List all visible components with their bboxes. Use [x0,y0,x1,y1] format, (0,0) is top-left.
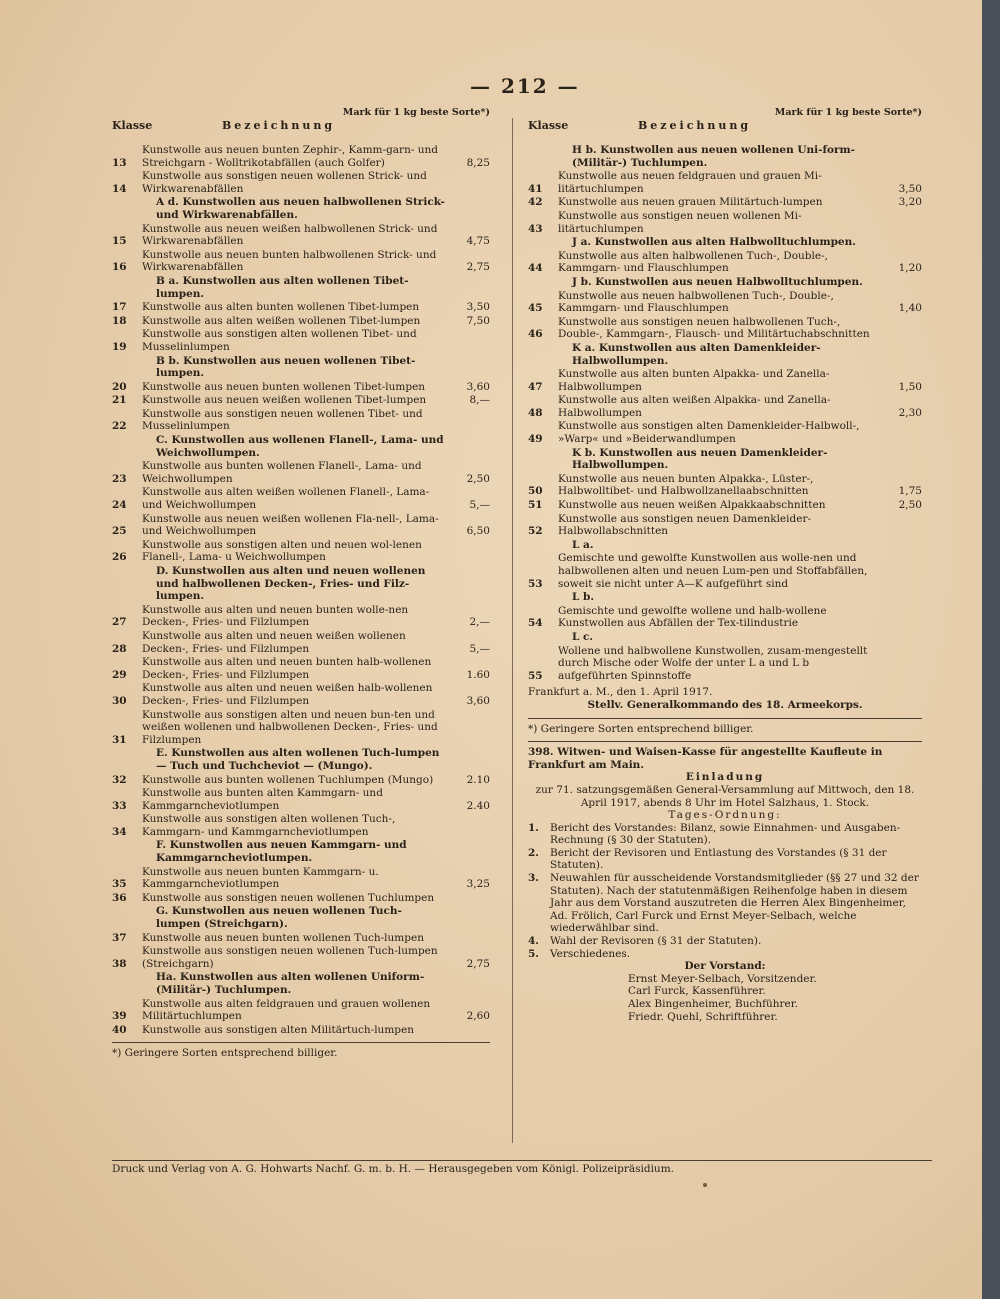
agenda-item [528,847,922,872]
class-number: 44 [528,262,543,275]
class-number: 14 [112,182,127,195]
item-description: Gemischte und gewolfte Kunstwollen aus wolle-nen und halbwollenen alten und neuen Lum-pen und Stoffabfällen, soweit sie nicht unter A—K aufgeführt sind [558,552,868,590]
price-per-kg: 3,60 [466,694,490,707]
table-row [528,394,922,419]
place-date: Frankfurt a. M., den 1. April 1917. [528,686,713,699]
footnote-rule [112,1042,490,1043]
table-row [528,420,922,445]
table-row [112,301,490,314]
bezeichnung-header: Bezeichnung [638,119,752,132]
class-section-heading: K a. Kunstwollen aus alten Damenkleider-Halbwollumpen. [572,341,821,367]
table-row [528,645,922,683]
class-number: 31 [112,733,127,746]
class-number: 40 [112,1023,127,1036]
price-per-kg: 2,30 [898,406,922,419]
item-description: Kunstwolle aus sonstigen neuen Damenkleider-Halbwollabschnitten [558,512,812,538]
item-description: Kunstwolle aus alten halbwollenen Tuch-, Double-, Kammgarn- und Flauschlumpen [558,249,828,275]
price-per-kg: 4,75 [466,235,490,248]
agenda-item-number: 4. [528,935,539,948]
agenda-item [528,822,922,847]
item-description: Kunstwolle aus alten weißen wollenen Tibet-lumpen [142,314,421,327]
price-per-kg: 2,75 [466,957,490,970]
notice-intro: zur 71. satzungsgemäßen General-Versammlung auf Mittwoch, den 18. April 1917, abends 8 Uhr im Hotel Salzhaus, 1. Stock. [535,783,915,809]
right-table-body [528,144,922,682]
class-number: 41 [528,182,543,195]
class-number: 26 [112,551,127,564]
table-row [112,813,490,838]
agenda-item [528,872,922,935]
item-description: Kunstwolle aus neuen bunten Kammgarn- u. Kammgarncheviotlumpen [142,865,379,891]
class-section-heading: A d. Kunstwollen aus neuen halbwollenen Strick- und Wirkwarenabfällen. [156,196,445,221]
class-section-heading: B a. Kunstwollen aus alten wollenen Tibet-lumpen. [156,274,409,300]
item-description: Kunstwolle aus alten und neuen bunten halb-wollenen Decken-, Fries- und Filzlumpen [142,656,432,681]
item-description: Kunstwolle aus sonstigen alten wollenen Tuch-, Kammgarn- und Kammgarncheviotlumpen [142,813,396,838]
price-per-kg: 1,20 [898,262,922,275]
table-row [528,170,922,195]
price-per-kg: 5,— [469,642,490,655]
class-number: 16 [112,261,127,274]
item-description: Kunstwolle aus sonstigen alten und neuen bun-ten und weißen wollenen und halbwollenen Decken-, Fries- und Filzlumpen [142,708,438,746]
agenda-item-text: Bericht der Revisoren und Entlastung des Vorstandes (§ 31 der Statuten). [550,846,887,872]
class-number: 35 [112,878,127,891]
class-section-heading: B b. Kunstwollen aus neuen wollenen Tibet-lumpen. [156,354,416,380]
ink-dot [703,1183,707,1187]
class-section-heading: L c. [572,630,594,643]
table-row [528,473,922,498]
table-row [112,1024,490,1037]
table-row [112,223,490,248]
table-row [528,368,922,393]
table-row [112,709,490,747]
class-number: 15 [112,235,127,248]
table-row [112,249,490,274]
agenda-item-text: Neuwahlen für ausscheidende Vorstandsmitglieder (§§ 27 und 32 der Statuten). Nach der statutenmäßigen Reihenfolge haben in diesem Jahr aus dem Vorstand auszutreten die Herren Alex Bingenheimer, Ad. Frölich, Carl Furck und Ernst Meyer-Selbach, welche wiederwählbar sind. [550,872,919,935]
item-description: Kunstwolle aus alten und neuen weißen halb-wollenen Decken-, Fries- und Filzlumpen [142,682,433,707]
table-row [112,945,490,970]
table-row [112,932,490,945]
table-row [112,787,490,812]
price-per-kg: 1,40 [898,302,922,315]
class-section-heading: Ha. Kunstwollen aus alten wollenen Uniform- (Militär-) Tuchlumpen. [156,971,425,996]
class-section-heading: H b. Kunstwollen aus neuen wollenen Uni-form- (Militär-) Tuchlumpen. [572,144,856,169]
left-footnote: *) Geringere Sorten entsprechend billiger. [112,1047,338,1060]
item-description: Kunstwolle aus alten und neuen bunten wolle-nen Decken-, Fries- und Filzlumpen [142,603,409,629]
item-description: Wollene und halbwollene Kunstwollen, zusam-mengestellt durch Mische oder Wolfe der unter L a und L b aufgeführten Spinnstoffe [558,644,868,682]
item-description: Kunstwolle aus neuen bunten Zephir-, Kamm-garn- und Streichgarn - Wolltrikotabfällen (auch Golfer) [142,144,438,169]
price-per-kg: 2,50 [898,499,922,512]
item-description: Kunstwolle aus sonstigen alten Damenkleider-Halbwoll-, »Warp« und »Beiderwandlumpen [558,420,860,446]
table-row [112,998,490,1023]
class-section-heading: L a. [572,538,594,551]
item-description: Kunstwolle aus alten feldgrauen und grauen wollenen Militärtuchlumpen [142,997,431,1023]
class-section-heading: J a. Kunstwollen aus alten Halbwolltuchlumpen. [572,236,856,249]
klasse-header: Klasse [528,119,569,132]
class-section-heading: C. Kunstwollen aus wollenen Flanell-, Lama- und Weichwollumpen. [156,434,444,459]
right-footnote: *) Geringere Sorten entsprechend billiger. [528,722,754,735]
class-number: 36 [112,891,127,904]
class-number: 13 [112,156,127,169]
signer-list [628,973,922,1023]
class-section-heading: D. Kunstwollen aus alten und neuen wollenen und halbwollenen Decken-, Fries- und Filz-lumpen. [156,565,426,603]
class-number: 28 [112,642,127,655]
table-row [528,605,922,630]
class-number: 38 [112,957,127,970]
item-description: Gemischte und gewolfte wollene und halb-wollene Kunstwollen aus Abfällen der Tex-tilindustrie [558,604,827,630]
price-per-kg: 3,50 [466,301,490,314]
class-number: 17 [112,301,127,314]
price-per-kg: 3,60 [466,380,490,393]
class-number: 50 [528,485,543,498]
item-description: Kunstwolle aus sonstigen neuen wollenen Tuchlumpen [142,891,435,904]
price-per-kg: 8,— [469,394,490,407]
item-description: Kunstwolle aus sonstigen alten und neuen wol-lenen Flanell-, Lama- u Weichwollumpen [142,538,422,564]
price-per-kg: 1,75 [898,485,922,498]
table-row [112,513,490,538]
class-number: 32 [112,773,127,786]
footnote-rule [528,718,922,719]
class-number: 49 [528,433,543,446]
item-description: Kunstwolle aus neuen bunten wollenen Tibet-lumpen [142,380,426,393]
price-per-kg: 2,50 [466,472,490,485]
item-description: Kunstwolle aus neuen grauen Militärtuch-lumpen [558,196,823,209]
agenda-item [528,935,922,948]
class-number: 54 [528,617,543,630]
item-description: Kunstwolle aus neuen bunten wollenen Tuch-lumpen [142,931,424,944]
item-description: Kunstwolle aus neuen weißen wollenen Fla-nell-, Lama- und Weichwollumpen [142,512,439,538]
item-description: Kunstwolle aus alten bunten wollenen Tibet-lumpen [142,301,420,314]
table-row [112,774,490,787]
notice-title: Witwen- und Waisen-Kasse für angestellte Kaufleute in Frankfurt am Main. [528,746,883,771]
item-description: Kunstwolle aus alten und neuen weißen wollenen Decken-, Fries- und Filzlumpen [142,629,406,655]
class-number: 33 [112,799,127,812]
class-number: 20 [112,380,127,393]
notice-number: 398. [528,746,554,759]
item-description: Kunstwolle aus neuen bunten halbwollenen Strick- und Wirkwarenabfällen [142,248,437,274]
price-per-kg: 6,50 [466,525,490,538]
table-row [112,170,490,195]
table-row [528,499,922,512]
table-row [112,656,490,681]
notice-block [528,746,922,1023]
left-table-body [112,144,490,1036]
price-per-kg: 2,75 [466,261,490,274]
table-row [112,460,490,485]
class-number: 46 [528,328,543,341]
class-number: 19 [112,340,127,353]
book-spine [982,0,1000,1299]
class-number: 22 [112,420,127,433]
item-description: Kunstwolle aus neuen halbwollenen Tuch-, Double-, Kammgarn- und Flauschlumpen [558,289,834,315]
table-row [528,290,922,315]
item-description: Kunstwolle aus sonstigen neuen halbwollenen Tuch-, Double-, Kammgarn-, Flausch- und Militärtuchabschnitten [558,315,870,341]
agenda-item-text: Bericht des Vorstandes: Bilanz, sowie Einnahmen- und Ausgaben-Rechnung (§ 30 der Statuten). [550,821,901,847]
class-number: 27 [112,616,127,629]
mark-header: Mark für 1 kg beste Sorte*) [774,107,922,118]
item-description: Kunstwolle aus sonstigen neuen wollenen Mi-litärtuchlumpen [558,209,802,235]
table-row [112,682,490,707]
notice-rule [528,741,922,742]
price-per-kg: 2.10 [466,773,490,786]
agenda-item-text: Wahl der Revisoren (§ 31 der Statuten). [550,935,762,948]
agenda-item-number: 5. [528,947,539,960]
item-description: Kunstwolle aus alten weißen Alpakka- und Zanella-Halbwollumpen [558,394,831,419]
table-row [528,196,922,209]
item-description: Kunstwolle aus neuen feldgrauen und grauen Mi-litärtuchlumpen [558,170,822,195]
board-heading: Der Vorstand: [684,960,766,973]
agenda-title: Tages-Ordnung: [668,809,782,822]
class-number: 47 [528,380,543,393]
price-per-kg: 5,— [469,499,490,512]
item-description: Kunstwolle aus bunten wollenen Tuchlumpen (Mungo) [142,773,434,786]
mark-header: Mark für 1 kg beste Sorte*) [342,107,490,118]
class-section-heading: G. Kunstwollen aus neuen wollenen Tuch-lumpen (Streichgarn). [156,905,402,931]
item-description: Kunstwolle aus sonstigen neuen wollenen Tibet- und Musselinlumpen [142,407,423,433]
price-per-kg: 2,— [469,616,490,629]
agenda-list [528,822,922,961]
price-per-kg: 3,25 [466,878,490,891]
class-number: 45 [528,302,543,315]
right-table-header [528,107,922,144]
table-row [112,866,490,891]
class-number: 24 [112,499,127,512]
right-column [528,107,922,1023]
class-number: 52 [528,525,543,538]
signer: Ernst Meyer-Selbach, Vorsitzender. [628,972,817,985]
class-number: 42 [528,196,543,209]
table-row [112,408,490,433]
item-description: Kunstwolle aus bunten wollenen Flanell-, Lama- und Weichwollumpen [142,460,422,485]
price-per-kg: 3,50 [898,182,922,195]
item-description: Kunstwolle aus sonstigen neuen wollenen Strick- und Wirkwarenabfällen [142,170,427,195]
class-number: 23 [112,472,127,485]
price-per-kg: 2,60 [466,1010,490,1023]
class-number: 48 [528,406,543,419]
page-number: — 212 — [470,74,580,98]
table-row [112,144,490,169]
item-description: Kunstwolle aus neuen weißen halbwollenen Strick- und Wirkwarenabfällen [142,222,438,248]
column-divider [512,118,513,1143]
table-row [112,394,490,407]
agenda-item-number: 1. [528,821,539,834]
table-row [112,604,490,629]
table-row [528,513,922,538]
class-number: 34 [112,825,127,838]
table-row [112,539,490,564]
item-description: Kunstwolle aus sonstigen alten Militärtuch-lumpen [142,1023,414,1036]
price-per-kg: 1,50 [898,380,922,393]
table-row [528,316,922,341]
table-row [112,381,490,394]
class-number: 21 [112,394,127,407]
agenda-item-text: Verschiedenes. [550,947,631,960]
table-row [528,210,922,235]
bezeichnung-header: Bezeichnung [222,119,336,132]
printer-line: Druck und Verlag von A. G. Hohwarts Nachf. G. m. b. H. — Herausgegeben vom Königl. Polizeipräsidium. [112,1160,932,1175]
notice-einladung: Einladung [685,771,765,784]
item-description: Kunstwolle aus sonstigen alten wollenen Tibet- und Musselinlumpen [142,328,417,353]
issuing-authority: Stellv. Generalkommando des 18. Armeekorps. [587,698,863,711]
price-per-kg: 3,20 [898,196,922,209]
table-row [528,250,922,275]
class-number: 53 [528,577,543,590]
class-number: 43 [528,222,543,235]
left-column [112,107,490,1060]
item-description: Kunstwolle aus bunten alten Kammgarn- und Kammgarncheviotlumpen [142,787,383,812]
class-section-heading: L b. [572,591,595,604]
klasse-header: Klasse [112,119,153,132]
table-row [112,328,490,353]
price-per-kg: 7,50 [466,314,490,327]
item-description: Kunstwolle aus neuen weißen Alpakkaabschnitten [558,499,826,512]
class-section-heading: K b. Kunstwollen aus neuen Damenkleider-Halbwollumpen. [572,446,828,472]
price-per-kg: 1.60 [466,668,490,681]
left-table-header [112,107,490,144]
item-description: Kunstwolle aus neuen weißen wollenen Tibet-lumpen [142,394,427,407]
price-per-kg: 8,25 [466,156,490,169]
class-number: 51 [528,499,543,512]
table-row [112,315,490,328]
agenda-item-number: 2. [528,846,539,859]
class-section-heading: J b. Kunstwollen aus neuen Halbwolltuchlumpen. [572,275,863,288]
class-number: 18 [112,314,127,327]
class-section-heading: E. Kunstwollen aus alten wollenen Tuch-lumpen — Tuch und Tuchcheviot — (Mungo). [156,747,440,772]
class-section-heading: F. Kunstwollen aus neuen Kammgarn- und Kammgarncheviotlumpen. [156,839,407,865]
table-row [112,630,490,655]
class-number: 55 [528,669,543,682]
signer: Carl Furck, Kassenführer. [628,985,766,998]
class-number: 39 [112,1010,127,1023]
agenda-item [528,948,922,961]
item-description: Kunstwolle aus sonstigen neuen wollenen Tuch-lumpen (Streichgarn) [142,945,438,970]
class-number: 30 [112,694,127,707]
table-row [528,552,922,590]
price-per-kg: 2.40 [466,799,490,812]
class-number: 29 [112,668,127,681]
class-number: 25 [112,525,127,538]
table-row [112,892,490,905]
table-row [112,486,490,511]
item-description: Kunstwolle aus alten bunten Alpakka- und Zanella-Halbwollumpen [558,368,830,393]
item-description: Kunstwolle aus neuen bunten Alpakka-, Lüster-, Halbwolltibet- und Halbwollzanellaabschnitten [558,472,814,498]
item-description: Kunstwolle aus alten weißen wollenen Flanell-, Lama- und Weichwollumpen [142,486,430,512]
signer: Friedr. Quehl, Schriftführer. [628,1010,778,1023]
class-number: 37 [112,931,127,944]
agenda-item-number: 3. [528,872,539,885]
signer: Alex Bingenheimer, Buchführer. [628,998,798,1010]
